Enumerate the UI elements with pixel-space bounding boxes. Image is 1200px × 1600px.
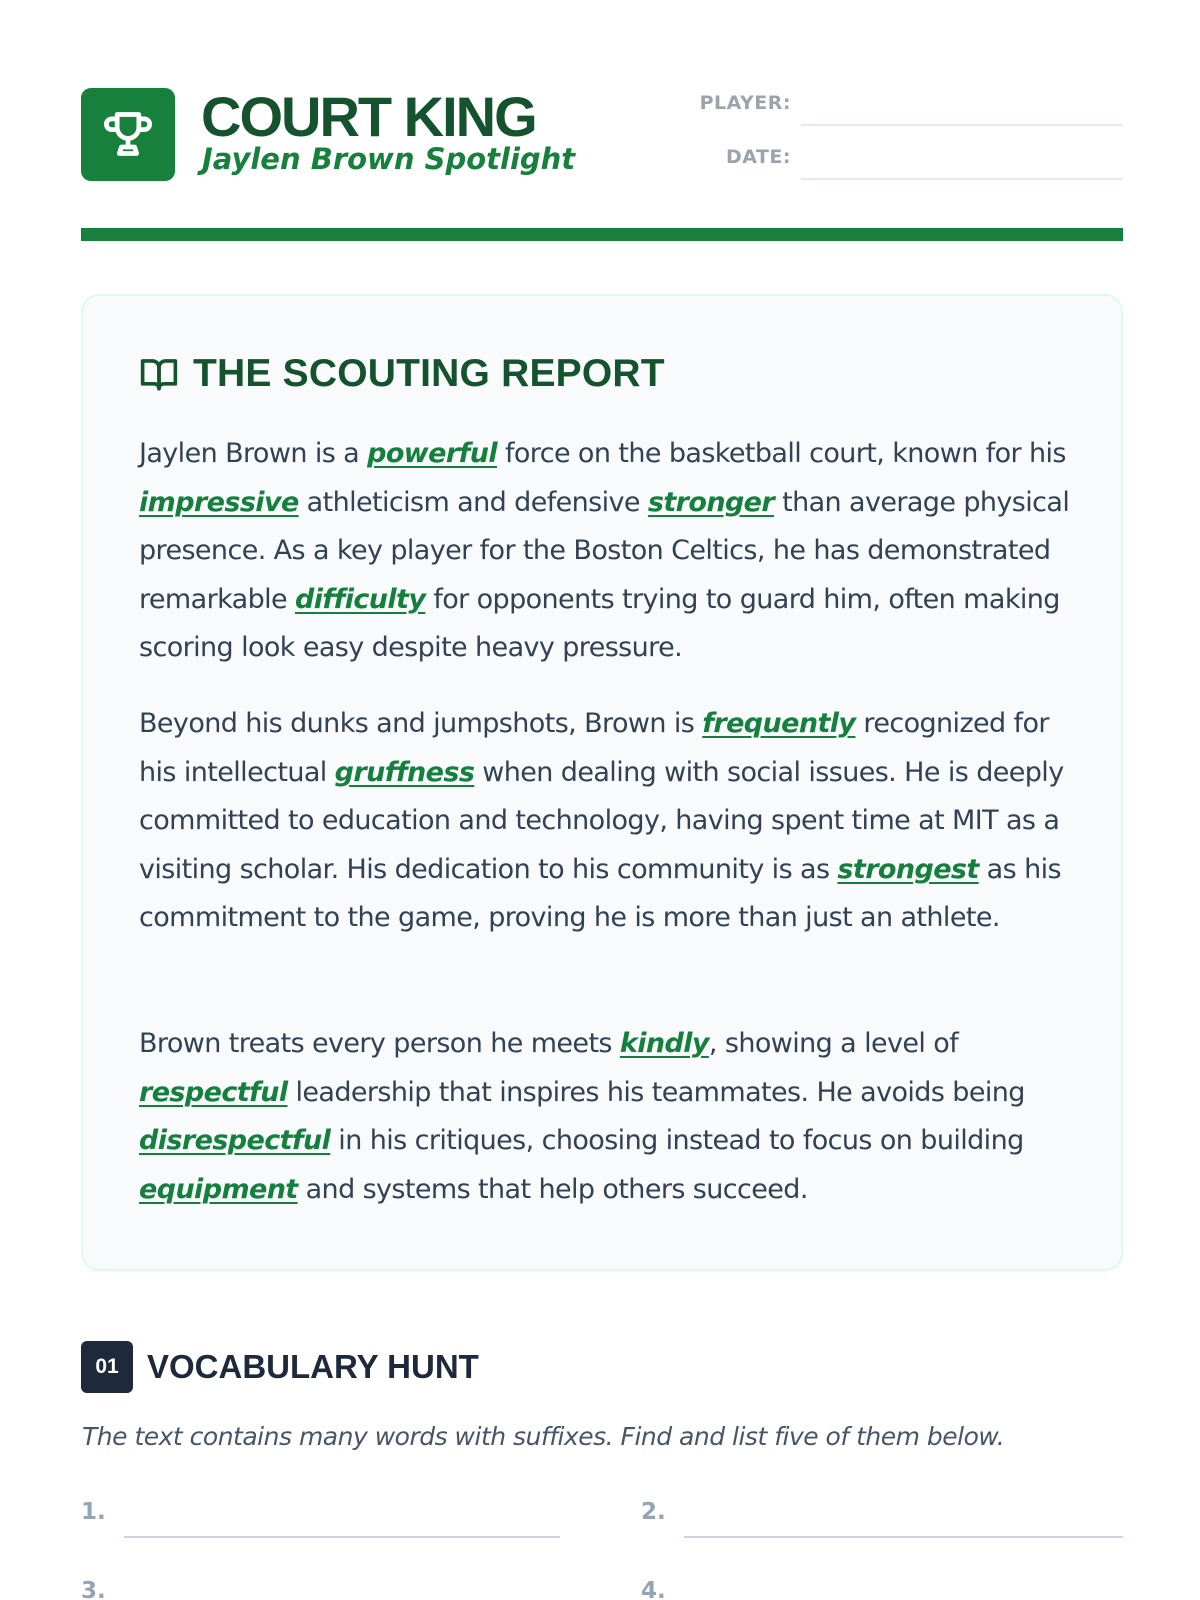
reading-passage-card bbox=[81, 294, 1123, 1271]
answer-number-2: 2. bbox=[641, 1499, 666, 1525]
highlighted-word: respectful bbox=[139, 1076, 288, 1108]
answer-number-1: 1. bbox=[81, 1499, 106, 1525]
passage-text: for opponents trying to guard him, often making scoring look easy despite heavy pressure. bbox=[139, 583, 1060, 663]
reading-title bbox=[139, 352, 665, 396]
section-instruction: The text contains many words with suffixes. Find and list five of them below. bbox=[82, 1422, 1005, 1451]
page-title: COURT KING bbox=[201, 85, 536, 148]
highlighted-word: stronger bbox=[647, 486, 775, 518]
highlighted-word: equipment bbox=[139, 1173, 298, 1205]
section-heading bbox=[81, 1341, 479, 1393]
date-input-line[interactable] bbox=[801, 178, 1123, 180]
reading-paragraph-1 bbox=[139, 430, 1079, 673]
highlighted-word: frequently bbox=[702, 708, 856, 739]
highlighted-word: powerful bbox=[367, 438, 497, 469]
highlighted-word: strongest bbox=[837, 853, 979, 885]
passage-text: force on the basketball court, known for his bbox=[496, 438, 1066, 469]
answer-line-2[interactable] bbox=[684, 1536, 1123, 1538]
book-icon bbox=[139, 356, 179, 392]
reading-paragraph-2 bbox=[139, 700, 1079, 943]
answer-number-4: 4. bbox=[641, 1578, 666, 1600]
passage-text: athleticism and defensive bbox=[298, 486, 648, 518]
player-label: PLAYER: bbox=[699, 92, 791, 114]
passage-text: Jaylen Brown is a bbox=[139, 438, 368, 469]
logo-badge bbox=[81, 88, 175, 181]
passage-text: and systems that help others succeed. bbox=[297, 1173, 808, 1205]
section-title: VOCABULARY HUNT bbox=[147, 1348, 479, 1385]
date-label: DATE: bbox=[725, 146, 791, 168]
header-divider bbox=[81, 228, 1123, 241]
highlighted-word: disrespectful bbox=[139, 1125, 331, 1156]
answer-line-1[interactable] bbox=[124, 1536, 560, 1538]
answer-number-3: 3. bbox=[81, 1578, 106, 1600]
worksheet-header bbox=[81, 85, 1123, 184]
player-input-line[interactable] bbox=[801, 124, 1123, 126]
passage-text: leadership that inspires his teammates. He avoids being bbox=[287, 1076, 1025, 1108]
section-number-badge: 01 bbox=[81, 1341, 133, 1393]
passage-text: Beyond his dunks and jumpshots, Brown is bbox=[139, 708, 703, 739]
passage-text: as his commitment to the game, proving he is more than just an athlete. bbox=[139, 853, 1061, 933]
passage-text: when dealing with social issues. He is deeply committed to education and technology, having spent time at MIT as a visiting scholar. His dedication to his community is as bbox=[139, 756, 1064, 885]
passage-text: Brown treats every person he meets bbox=[139, 1028, 620, 1059]
highlighted-word: gruffness bbox=[334, 756, 475, 788]
trophy-icon bbox=[102, 108, 154, 160]
passage-text: in his critiques, choosing instead to focus on building bbox=[330, 1125, 1024, 1156]
reading-paragraph-3 bbox=[139, 1020, 1079, 1214]
passage-text: than average physical presence. As a key player for the Boston Celtics, he has demonstrated remarkable bbox=[139, 486, 1070, 615]
highlighted-word: kindly bbox=[619, 1028, 709, 1059]
highlighted-word: impressive bbox=[139, 486, 299, 518]
reading-title-text: THE SCOUTING REPORT bbox=[193, 352, 665, 395]
page-subtitle: Jaylen Brown Spotlight bbox=[202, 142, 576, 176]
passage-text: , showing a level of bbox=[708, 1028, 959, 1059]
highlighted-word: difficulty bbox=[295, 583, 426, 615]
passage-text: recognized for his intellectual bbox=[139, 708, 1049, 788]
